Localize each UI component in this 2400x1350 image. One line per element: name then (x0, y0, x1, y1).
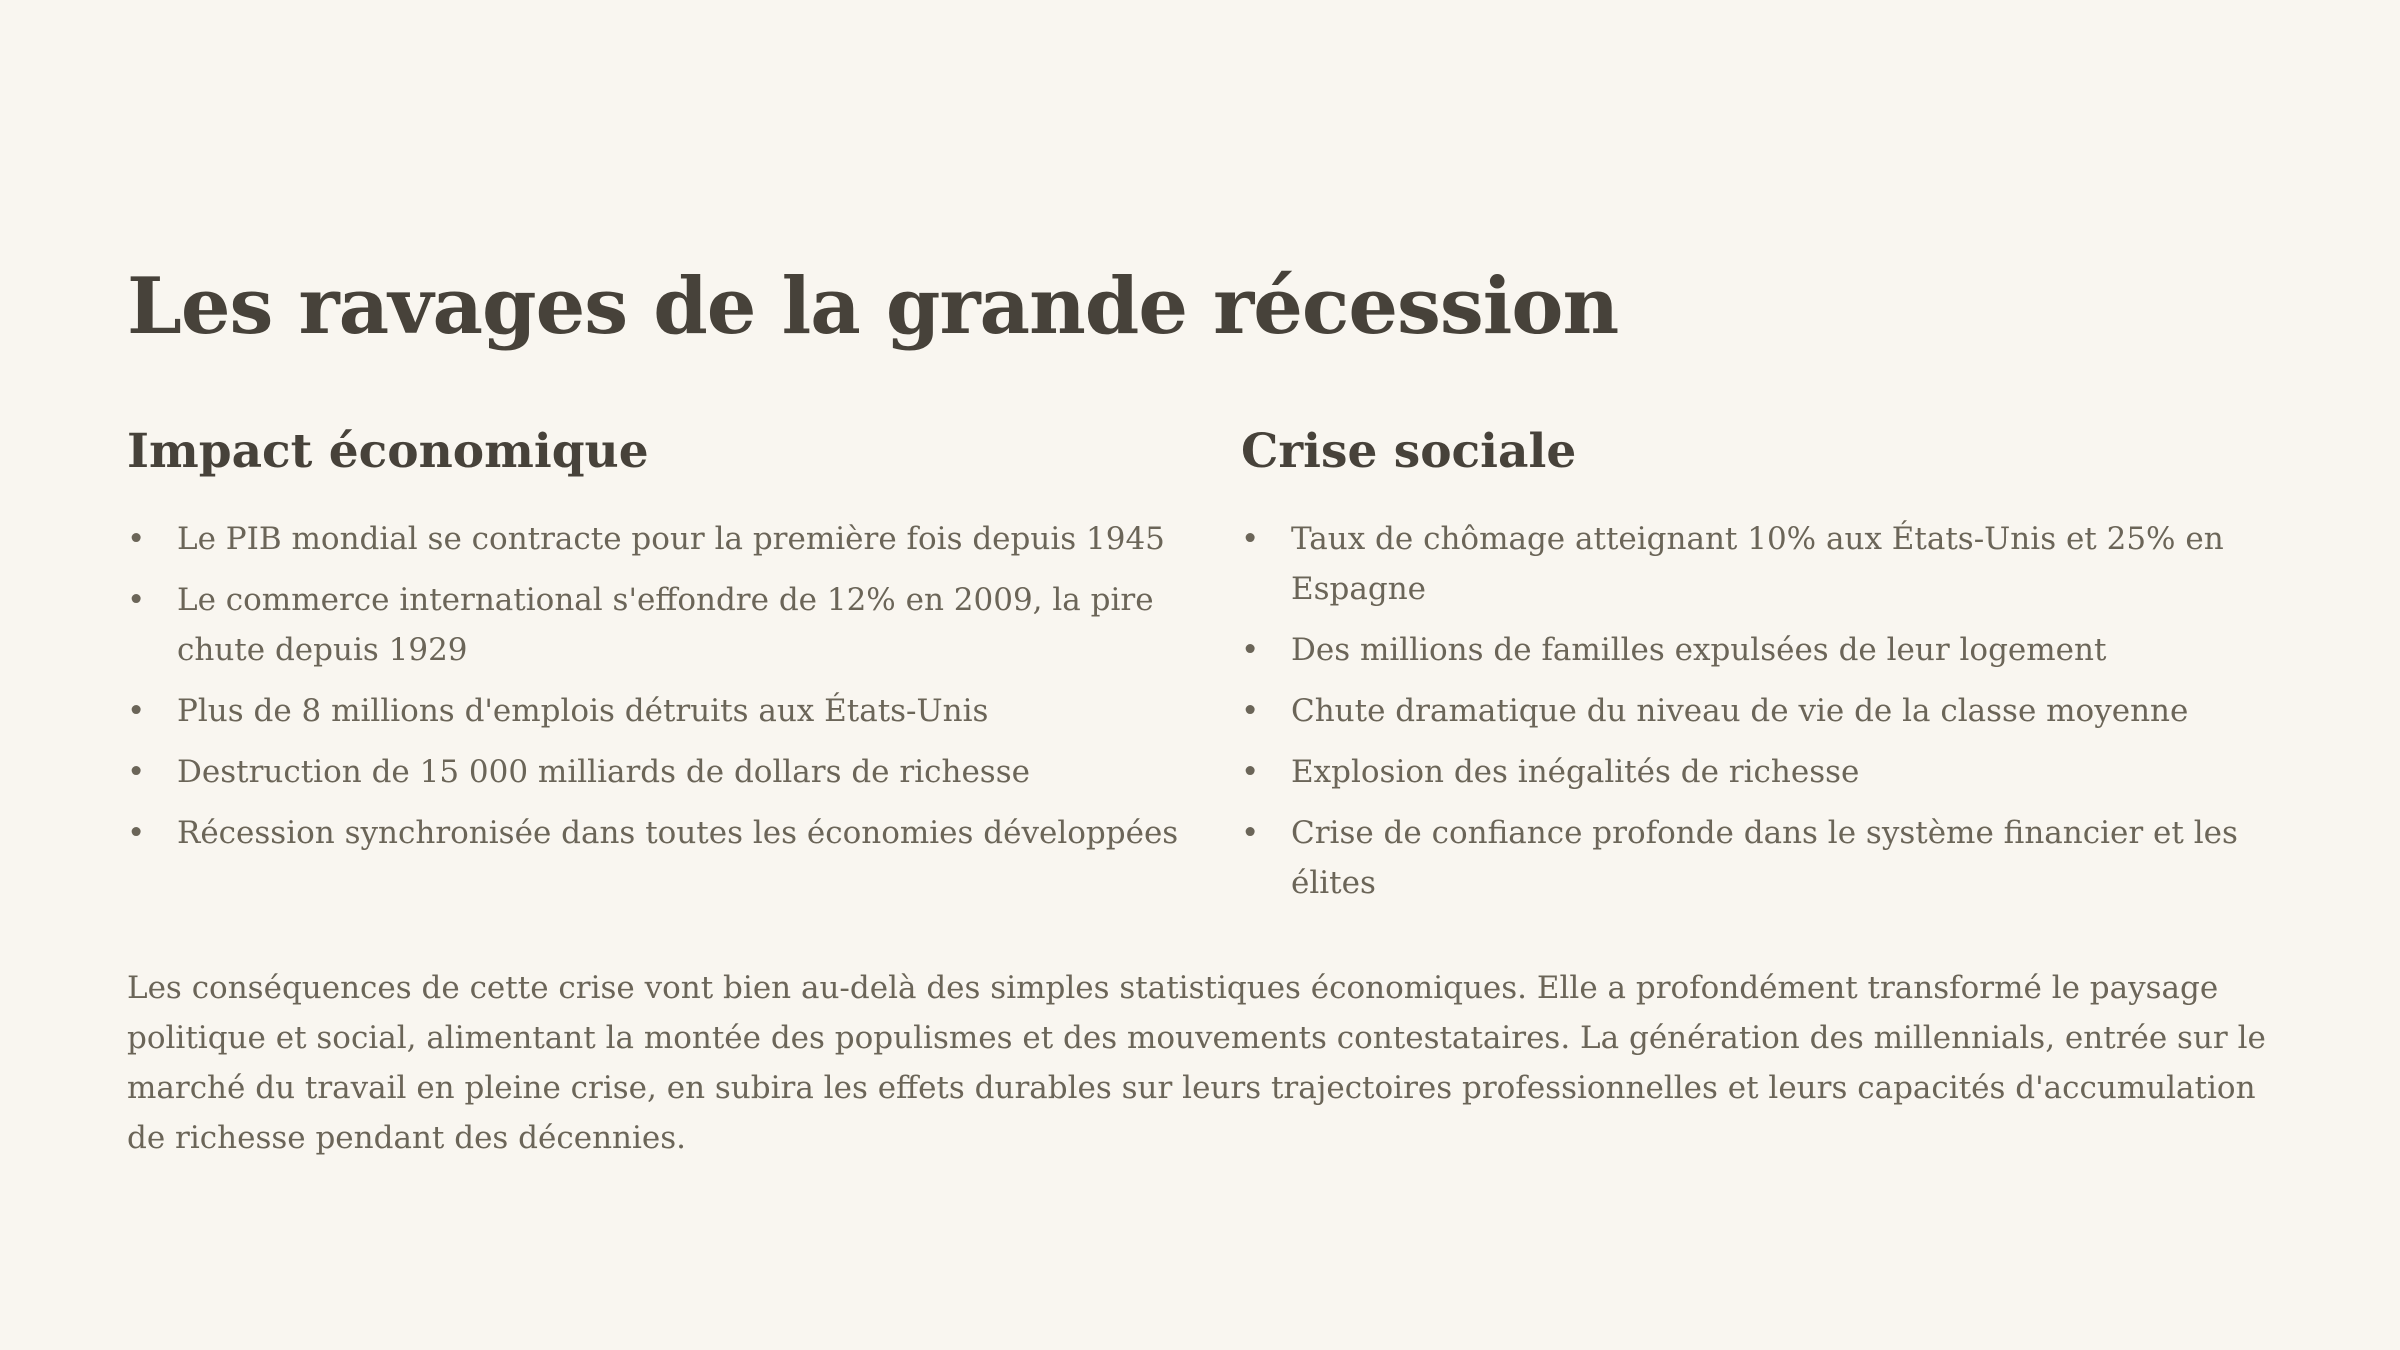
bullet-icon: • (1241, 693, 1260, 730)
slide (127, 262, 2273, 1163)
list-item-text: Le commerce international s'effondre de 12% en 2009, la pire chute depuis 1929 (177, 582, 1154, 669)
list-item (1241, 747, 2273, 797)
bullet-icon: • (127, 582, 146, 619)
list-item (127, 747, 1217, 797)
conclusion-paragraph: Les conséquences de cette crise vont bien au-delà des simples statistiques économiques. Elle a profondément transformé le paysage politique et social, alimentant la montée des populismes et des mouvements contestataires. La génération des millennials, entrée sur le marché du travail en pleine crise, en subira les effets durables sur leurs trajectoires professionnelles et leurs capacités d'accumulation de richesse pendant des décennies. (127, 970, 2266, 1157)
bullet-icon: • (127, 693, 146, 730)
economic-impact-list (127, 514, 1241, 858)
list-item (127, 514, 1217, 564)
list-item (127, 575, 1217, 675)
list-item-text: Plus de 8 millions d'emplois détruits aux États-Unis (177, 693, 989, 730)
bullet-icon: • (127, 754, 146, 791)
list-item (1241, 808, 2273, 908)
list-item-text: Destruction de 15 000 milliards de dollars de richesse (177, 754, 1030, 791)
list-item (1241, 686, 2273, 736)
bullet-icon: • (1241, 815, 1260, 852)
list-item-text: Le PIB mondial se contracte pour la première fois depuis 1945 (177, 521, 1165, 558)
bullet-icon: • (1241, 632, 1260, 669)
bullet-icon: • (127, 815, 146, 852)
list-item (127, 686, 1217, 736)
bullet-icon: • (127, 521, 146, 558)
economic-impact-column (127, 424, 1241, 919)
social-crisis-list (1241, 514, 2273, 908)
list-item-text: Taux de chômage atteignant 10% aux États-Unis et 25% en Espagne (1291, 521, 2224, 608)
social-crisis-column (1241, 424, 2273, 919)
list-item (127, 808, 1217, 858)
social-crisis-heading: Crise sociale (1241, 423, 1577, 479)
slide-title: Les ravages de la grande récession (127, 261, 1619, 352)
list-item-text: Chute dramatique du niveau de vie de la classe moyenne (1291, 693, 2189, 730)
list-item (1241, 625, 2273, 675)
list-item-text: Des millions de familles expulsées de leur logement (1291, 632, 2107, 669)
list-item (1241, 514, 2273, 614)
list-item-text: Crise de confiance profonde dans le système financier et les élites (1291, 815, 2238, 902)
economic-impact-heading: Impact économique (127, 423, 649, 479)
bullet-icon: • (1241, 754, 1260, 791)
list-item-text: Récession synchronisée dans toutes les économies développées (177, 815, 1179, 852)
bullet-icon: • (1241, 521, 1260, 558)
columns (127, 424, 2273, 919)
list-item-text: Explosion des inégalités de richesse (1291, 754, 1860, 791)
